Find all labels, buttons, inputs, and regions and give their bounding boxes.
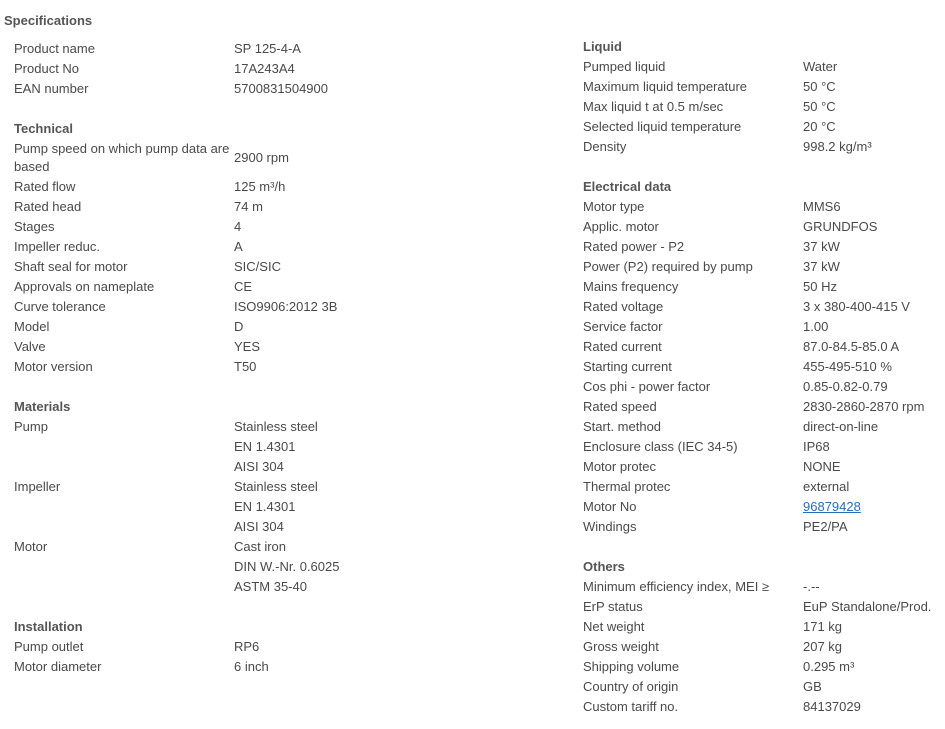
spec-label: Windings <box>583 519 637 534</box>
spec-value: 207 kg <box>803 639 843 654</box>
spec-label: Valve <box>14 339 46 354</box>
spec-row <box>583 497 931 517</box>
materials-section <box>14 397 339 597</box>
spec-row <box>583 697 931 717</box>
spec-label: Rated power - P2 <box>583 239 685 254</box>
spec-label: ErP status <box>583 599 643 614</box>
spec-value <box>234 477 318 537</box>
spec-label: Impeller reduc. <box>14 239 100 254</box>
spec-label: Maximum liquid temperature <box>583 79 748 94</box>
spec-row <box>583 297 931 317</box>
spec-label: Rated flow <box>14 179 76 194</box>
section-title-electrical: Electrical data <box>583 179 672 194</box>
spec-label: Motor version <box>14 359 93 374</box>
spec-label: Product name <box>14 41 95 56</box>
spec-value: 87.0-84.5-85.0 A <box>803 339 900 354</box>
liquid-section <box>583 37 931 157</box>
spec-label: Enclosure class (IEC 34-5) <box>583 439 738 454</box>
spec-label: Motor No <box>583 499 637 514</box>
spec-row <box>14 657 339 677</box>
spec-row <box>583 457 931 477</box>
spec-label: Motor <box>14 539 48 554</box>
spec-row <box>583 477 931 497</box>
spec-label: Thermal protec <box>583 479 671 494</box>
spec-row <box>583 197 931 217</box>
material-line: ASTM 35-40 <box>234 579 307 594</box>
spec-value: 74 m <box>234 199 263 214</box>
spec-value <box>234 537 339 597</box>
material-line: Stainless steel <box>234 419 318 434</box>
spec-value: Water <box>803 59 838 74</box>
spec-row <box>583 117 931 137</box>
spec-label: Power (P2) required by pump <box>583 259 753 274</box>
spec-row <box>583 577 931 597</box>
spec-label: Motor protec <box>583 459 656 474</box>
spec-row <box>583 337 931 357</box>
spec-value: GB <box>803 679 822 694</box>
spec-value: 125 m³/h <box>234 179 286 194</box>
spec-row <box>14 357 339 377</box>
spec-label: Rated voltage <box>583 299 664 314</box>
spec-row <box>583 657 931 677</box>
spec-row <box>583 437 931 457</box>
spec-row <box>583 137 931 157</box>
spec-label: Pump outlet <box>14 639 84 654</box>
spec-row <box>583 217 931 237</box>
section-title-installation: Installation <box>14 619 83 634</box>
spec-value: 998.2 kg/m³ <box>803 139 872 154</box>
spec-value: D <box>234 319 244 334</box>
spec-row <box>583 617 931 637</box>
spec-row <box>14 297 339 317</box>
spec-label: Shipping volume <box>583 659 680 674</box>
spec-label: Pump speed on which pump data are based <box>14 141 230 174</box>
spec-label: Minimum efficiency index, MEI ≥ <box>583 579 770 594</box>
spec-label: Rated head <box>14 199 82 214</box>
spec-value: 20 °C <box>803 119 836 134</box>
spec-row <box>14 277 339 297</box>
spec-row <box>14 177 339 197</box>
spec-row <box>14 197 339 217</box>
spec-label: Cos phi - power factor <box>583 379 711 394</box>
electrical-section <box>583 177 931 537</box>
spec-row <box>583 77 931 97</box>
spec-row <box>14 477 339 537</box>
spec-label: Selected liquid temperature <box>583 119 742 134</box>
spec-label: Shaft seal for motor <box>14 259 128 274</box>
section-title-materials: Materials <box>14 399 71 414</box>
right-column <box>583 37 931 717</box>
spec-label: Pumped liquid <box>583 59 666 74</box>
spec-value: 37 kW <box>803 239 840 254</box>
spec-value: SP 125-4-A <box>234 41 301 56</box>
spec-label: Gross weight <box>583 639 659 654</box>
spec-row <box>14 257 339 277</box>
spec-value: 1.00 <box>803 319 829 334</box>
page-title: Specifications <box>4 13 93 28</box>
spec-label: Rated speed <box>583 399 657 414</box>
spec-value: external <box>803 479 850 494</box>
material-line: Cast iron <box>234 539 287 554</box>
spec-label: Pump <box>14 419 48 434</box>
section-title-liquid: Liquid <box>583 39 622 54</box>
spec-label: Start. method <box>583 419 662 434</box>
spec-row <box>14 139 339 177</box>
section-title-technical: Technical <box>14 121 74 136</box>
spec-label: Curve tolerance <box>14 299 106 314</box>
spec-label: Max liquid t at 0.5 m/sec <box>583 99 724 114</box>
spec-value: A <box>234 239 243 254</box>
material-line: AISI 304 <box>234 519 284 534</box>
material-line: Stainless steel <box>234 479 318 494</box>
spec-value: 455-495-510 % <box>803 359 892 374</box>
spec-value: PE2/PA <box>803 519 848 534</box>
spec-label: Applic. motor <box>583 219 659 234</box>
spec-row <box>583 57 931 77</box>
spec-label: Density <box>583 139 627 154</box>
spec-value: 84137029 <box>803 699 861 714</box>
spec-value: CE <box>234 279 253 294</box>
spec-row <box>14 39 339 59</box>
spec-row <box>583 237 931 257</box>
material-line: AISI 304 <box>234 459 284 474</box>
spec-label: Motor diameter <box>14 659 102 674</box>
spec-row <box>583 357 931 377</box>
spec-row <box>583 397 931 417</box>
spec-value: MMS6 <box>803 199 841 214</box>
section-title-others: Others <box>583 559 625 574</box>
material-line: DIN W.-Nr. 0.6025 <box>234 559 340 574</box>
spec-value: T50 <box>234 359 257 374</box>
general-section <box>14 39 339 99</box>
spec-value: 50 Hz <box>803 279 837 294</box>
spec-row <box>583 517 931 537</box>
spec-row <box>14 59 339 79</box>
spec-value: 6 inch <box>234 659 269 674</box>
spec-label: Model <box>14 319 50 334</box>
spec-value: 50 °C <box>803 99 836 114</box>
spec-row <box>14 79 339 99</box>
material-line: EN 1.4301 <box>234 439 296 454</box>
spec-value: 0.85-0.82-0.79 <box>803 379 888 394</box>
spec-value: GRUNDFOS <box>803 219 878 234</box>
spec-label: Product No <box>14 61 80 76</box>
spec-label: Country of origin <box>583 679 679 694</box>
spec-label: Approvals on nameplate <box>14 279 155 294</box>
spec-value: 17A243A4 <box>234 61 295 76</box>
spec-value: NONE <box>803 459 841 474</box>
technical-section <box>14 119 339 377</box>
spec-label: Impeller <box>14 479 61 494</box>
spec-row <box>583 257 931 277</box>
spec-row <box>14 237 339 257</box>
spec-value: 2900 rpm <box>234 150 289 165</box>
spec-label: Custom tariff no. <box>583 699 679 714</box>
spec-row <box>583 97 931 117</box>
spec-row <box>583 417 931 437</box>
spec-label: Motor type <box>583 199 645 214</box>
spec-value: 37 kW <box>803 259 840 274</box>
spec-row <box>583 377 931 397</box>
spec-value: -.-- <box>803 579 820 594</box>
spec-value: 0.295 m³ <box>803 659 855 674</box>
material-line: EN 1.4301 <box>234 499 296 514</box>
spec-label: Mains frequency <box>583 279 679 294</box>
spec-value: 50 °C <box>803 79 836 94</box>
spec-row <box>583 677 931 697</box>
spec-value: 4 <box>234 219 242 234</box>
spec-value: YES <box>234 339 261 354</box>
spec-row <box>583 597 931 617</box>
spec-row <box>14 337 339 357</box>
spec-value: 171 kg <box>803 619 843 634</box>
spec-label: Rated current <box>583 339 662 354</box>
spec-label: Starting current <box>583 359 672 374</box>
spec-label: Service factor <box>583 319 663 334</box>
left-column <box>14 39 339 677</box>
spec-value: EuP Standalone/Prod. <box>803 599 932 614</box>
spec-label: Stages <box>14 219 55 234</box>
spec-row <box>583 277 931 297</box>
spec-row <box>14 637 339 657</box>
spec-label: EAN number <box>14 81 89 96</box>
spec-row <box>14 417 339 477</box>
spec-row <box>14 217 339 237</box>
spec-value: RP6 <box>234 639 260 654</box>
spec-row <box>14 537 339 597</box>
spec-value: SIC/SIC <box>234 259 281 274</box>
spec-row <box>583 317 931 337</box>
spec-row <box>583 637 931 657</box>
spec-value <box>234 417 318 477</box>
spec-value: 3 x 380-400-415 V <box>803 299 910 314</box>
others-section <box>583 557 931 717</box>
spec-label: Net weight <box>583 619 645 634</box>
spec-value: direct-on-line <box>803 419 879 434</box>
spec-value: IP68 <box>803 439 830 454</box>
spec-value: 2830-2860-2870 rpm <box>803 399 925 414</box>
installation-section <box>14 617 339 677</box>
spec-value: ISO9906:2012 3B <box>234 299 338 314</box>
spec-row <box>14 317 339 337</box>
motor-no-link[interactable]: 96879428 <box>803 499 861 514</box>
spec-value: 5700831504900 <box>234 81 328 96</box>
